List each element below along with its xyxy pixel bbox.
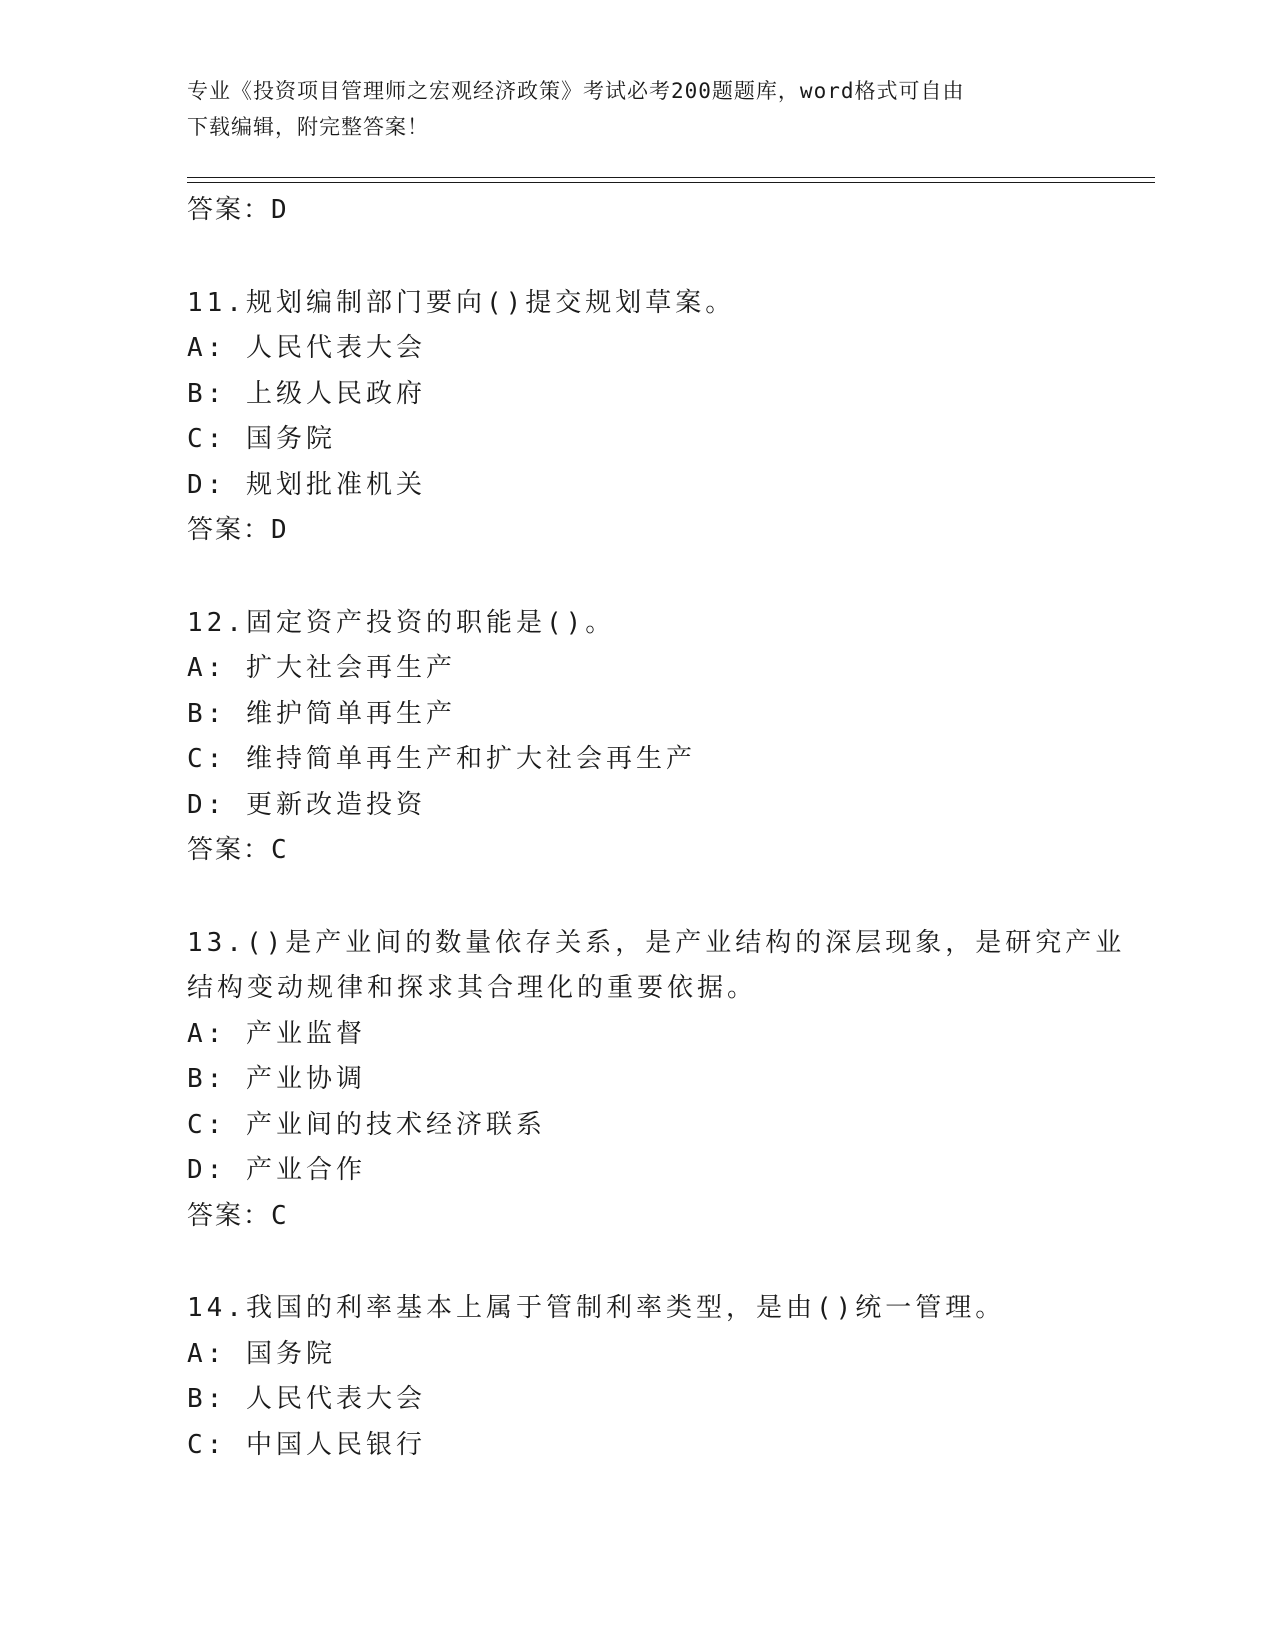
question-stem: 11.规划编制部门要向()提交规划草案。 bbox=[187, 287, 736, 318]
option-d: D: 更新改造投资 bbox=[187, 789, 426, 820]
option-b: B: 维护简单再生产 bbox=[187, 698, 456, 729]
option-b: B: 人民代表大会 bbox=[187, 1384, 426, 1414]
question-block bbox=[187, 1286, 1087, 1468]
option-a: A: 产业监督 bbox=[187, 1018, 366, 1049]
option-a: A: 扩大社会再生产 bbox=[187, 653, 456, 683]
spacer bbox=[187, 1239, 1087, 1286]
spacer bbox=[187, 234, 1087, 281]
option-a: A: 人民代表大会 bbox=[187, 333, 426, 363]
question-list bbox=[187, 188, 1126, 1468]
question-block bbox=[187, 281, 1087, 554]
answer-label: 答案：C bbox=[187, 835, 289, 865]
answer-label: 答案：C bbox=[187, 1200, 289, 1231]
question-block bbox=[187, 601, 1087, 874]
option-c: C: 维持简单再生产和扩大社会再生产 bbox=[187, 744, 696, 774]
question-stem-line-2: 结构变动规律和探求其合理化的重要依据。 bbox=[187, 973, 758, 1003]
option-c: C: 中国人民银行 bbox=[187, 1429, 426, 1460]
document-header bbox=[187, 73, 1067, 145]
header-line-2: 下载编辑，附完整答案！ bbox=[187, 115, 429, 139]
spacer bbox=[187, 874, 1087, 921]
question-stem: 14.我国的利率基本上属于管制利率类型，是由()统一管理。 bbox=[187, 1293, 1006, 1323]
option-d: D: 规划批准机关 bbox=[187, 469, 426, 500]
header-divider-top bbox=[187, 177, 1155, 178]
option-a: A: 国务院 bbox=[187, 1338, 336, 1369]
question-block bbox=[187, 921, 1126, 1240]
spacer bbox=[187, 554, 1087, 601]
question-stem-line-1: 13.()是产业间的数量依存关系，是产业结构的深层现象，是研究产业 bbox=[187, 927, 1126, 958]
previous-answer: 答案：D bbox=[187, 195, 289, 225]
option-b: B: 上级人民政府 bbox=[187, 378, 426, 409]
header-divider-bottom bbox=[187, 182, 1155, 183]
option-b: B: 产业协调 bbox=[187, 1064, 366, 1094]
header-line-1: 专业《投资项目管理师之宏观经济政策》考试必考200题题库，word格式可自由 bbox=[187, 79, 965, 103]
option-d: D: 产业合作 bbox=[187, 1155, 366, 1185]
question-stem: 12.固定资产投资的职能是()。 bbox=[187, 607, 616, 638]
option-c: C: 国务院 bbox=[187, 424, 336, 454]
option-c: C: 产业间的技术经济联系 bbox=[187, 1109, 546, 1140]
answer-label: 答案：D bbox=[187, 515, 289, 545]
